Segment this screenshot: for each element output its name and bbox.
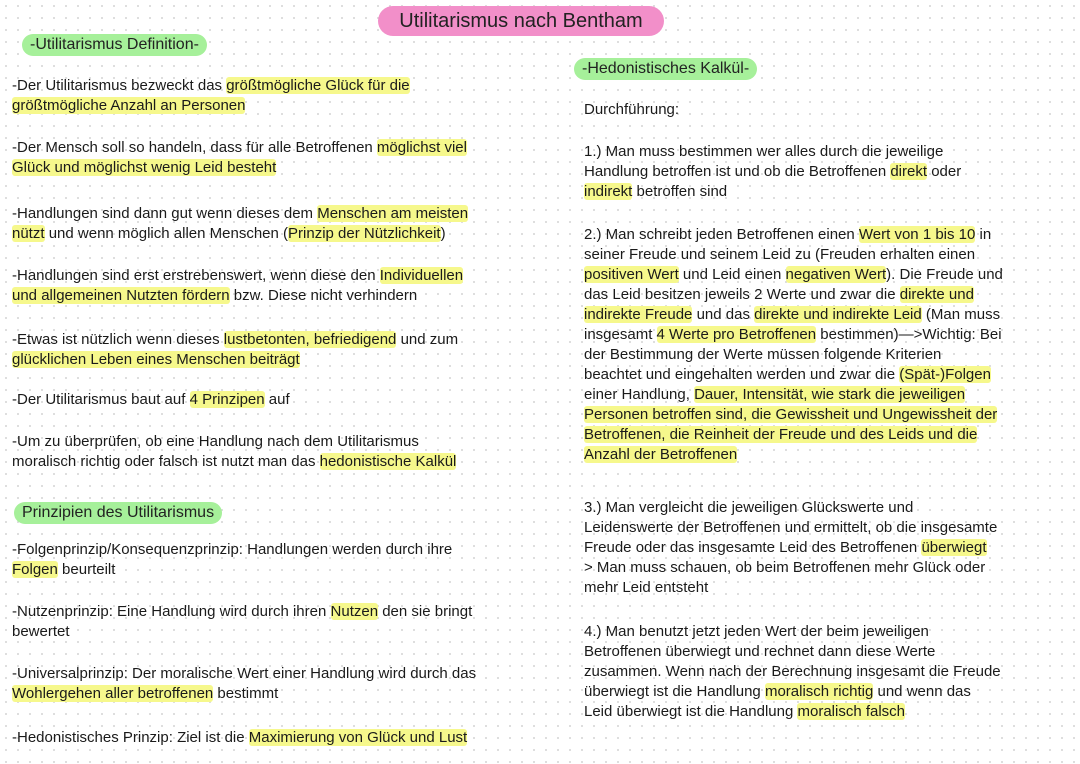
text-line: -Um zu überprüfen, ob eine Handlung nach dem Utilitarismus	[12, 433, 419, 450]
text-line: Folgen beurteilt	[12, 561, 116, 578]
text-line: Personen betroffen sind, die Gewissheit und Ungewissheit der	[584, 406, 998, 423]
text-line: moralisch richtig oder falsch ist nutzt man das hedonistische Kalkül	[12, 453, 457, 470]
text-line: 4.) Man benutzt jetzt jeden Wert der beim jeweiligen	[584, 623, 929, 640]
text-line: glücklichen Leben eines Menschen beiträgt	[12, 351, 300, 368]
text-line: -Hedonistisches Prinzip: Ziel ist die Maximierung von Glück und Lust	[12, 729, 468, 746]
paragraph-definition-4	[12, 266, 463, 306]
text-line: überwiegt ist die Handlung moralisch richtig und wenn das	[584, 683, 971, 700]
text-line: beachtet und eingehalten werden und zwar die (Spät-)Folgen	[584, 366, 991, 383]
text-line: -Universalprinzip: Der moralische Wert einer Handlung wird durch das	[12, 665, 477, 682]
step-4	[584, 622, 1001, 722]
text-line: zusammen. Wenn nach der Berechnung insgesamt die Freude	[584, 663, 1001, 680]
text-line: -Handlungen sind erst erstrebenswert, wenn diese den Individuellen	[12, 267, 464, 284]
paragraph-principle-1	[12, 540, 452, 580]
text-line: -Handlungen sind dann gut wenn dieses dem Menschen am meisten	[12, 205, 469, 222]
heading-hedonistic-calculus: -Hedonistisches Kalkül-	[574, 58, 757, 80]
text-line: größtmögliche Anzahl an Personen	[12, 97, 246, 114]
step-3	[584, 498, 997, 598]
paragraph-definition-2	[12, 138, 467, 178]
text-line: Anzahl der Betroffenen	[584, 446, 738, 463]
text-line: bewertet	[12, 623, 70, 640]
text-line: der Bestimmung der Werte müssen folgende Kriterien	[584, 346, 942, 363]
text-line: -Nutzenprinzip: Eine Handlung wird durch ihren Nutzen den sie bringt	[12, 603, 473, 620]
paragraph-principle-4	[12, 728, 467, 748]
text-line: und allgemeinen Nutzten fördern bzw. Diese nicht verhindern	[12, 287, 418, 304]
text-line: > Man muss schauen, ob beim Betroffenen mehr Glück oder	[584, 559, 986, 576]
text-line: nützt und wenn möglich allen Menschen (Prinzip der Nützlichkeit)	[12, 225, 446, 242]
text-line: insgesamt 4 Werte pro Betroffenen bestimmen)—>Wichtig: Bei	[584, 326, 1002, 343]
text-line: Durchführung:	[584, 101, 680, 118]
text-line: -Folgenprinzip/Konsequenzprinzip: Handlungen werden durch ihre	[12, 541, 453, 558]
paragraph-principle-3	[12, 664, 476, 704]
step-1	[584, 142, 961, 202]
intro-text	[584, 100, 679, 120]
text-line: Leid überwiegt ist die Handlung moralisch falsch	[584, 703, 906, 720]
text-line: das Leid besitzen jeweils 2 Werte und zwar die direkte und	[584, 286, 974, 303]
text-line: Handlung betroffen ist und ob die Betroffenen direkt oder	[584, 163, 962, 180]
text-line: Betroffenen, die Reinheit der Freude und des Leids und die	[584, 426, 978, 443]
text-line: einer Handlung, Dauer, Intensität, wie stark die jeweiligen	[584, 386, 966, 403]
heading-principles: Prinzipien des Utilitarismus	[14, 502, 222, 524]
paragraph-definition-6	[12, 390, 290, 410]
paragraph-definition-1	[12, 76, 410, 116]
text-line: -Der Utilitarismus baut auf 4 Prinzipen auf	[12, 391, 290, 408]
text-line: 2.) Man schreibt jeden Betroffenen einen Wert von 1 bis 10 in	[584, 226, 992, 243]
text-line: 3.) Man vergleicht die jeweiligen Glückswerte und	[584, 499, 914, 516]
text-line: mehr Leid entsteht	[584, 579, 709, 596]
text-line: -Der Mensch soll so handeln, dass für alle Betroffenen möglichst viel	[12, 139, 467, 156]
text-line: seiner Freude und seinem Leid zu (Freuden erhalten einen	[584, 246, 976, 263]
heading-definition: -Utilitarismus Definition-	[22, 34, 207, 56]
text-line: indirekte Freude und das direkte und indirekte Leid (Man muss	[584, 306, 1001, 323]
text-line: Freude oder das insgesamte Leid des Betroffenen überwiegt	[584, 539, 987, 556]
step-2	[584, 225, 1003, 465]
text-line: Wohlergehen aller betroffenen bestimmt	[12, 685, 279, 702]
page-title: Utilitarismus nach Bentham	[378, 6, 664, 36]
text-line: positiven Wert und Leid einen negativen Wert). Die Freude und	[584, 266, 1003, 283]
paragraph-principle-2	[12, 602, 472, 642]
text-line: indirekt betroffen sind	[584, 183, 728, 200]
paragraph-definition-5	[12, 330, 458, 370]
text-line: 1.) Man muss bestimmen wer alles durch die jeweilige	[584, 143, 944, 160]
text-line: Leidenswerte der Betroffenen und ermittelt, ob die insgesamte	[584, 519, 998, 536]
text-line: -Etwas ist nützlich wenn dieses lustbetonten, befriedigend und zum	[12, 331, 459, 348]
text-line: -Der Utilitarismus bezweckt das größtmögliche Glück für die	[12, 77, 410, 94]
paragraph-definition-3	[12, 204, 468, 244]
text-line: Betroffenen überwiegt und rechnet dann diese Werte	[584, 643, 936, 660]
text-line: Glück und möglichst wenig Leid besteht	[12, 159, 277, 176]
paragraph-definition-7	[12, 432, 456, 472]
